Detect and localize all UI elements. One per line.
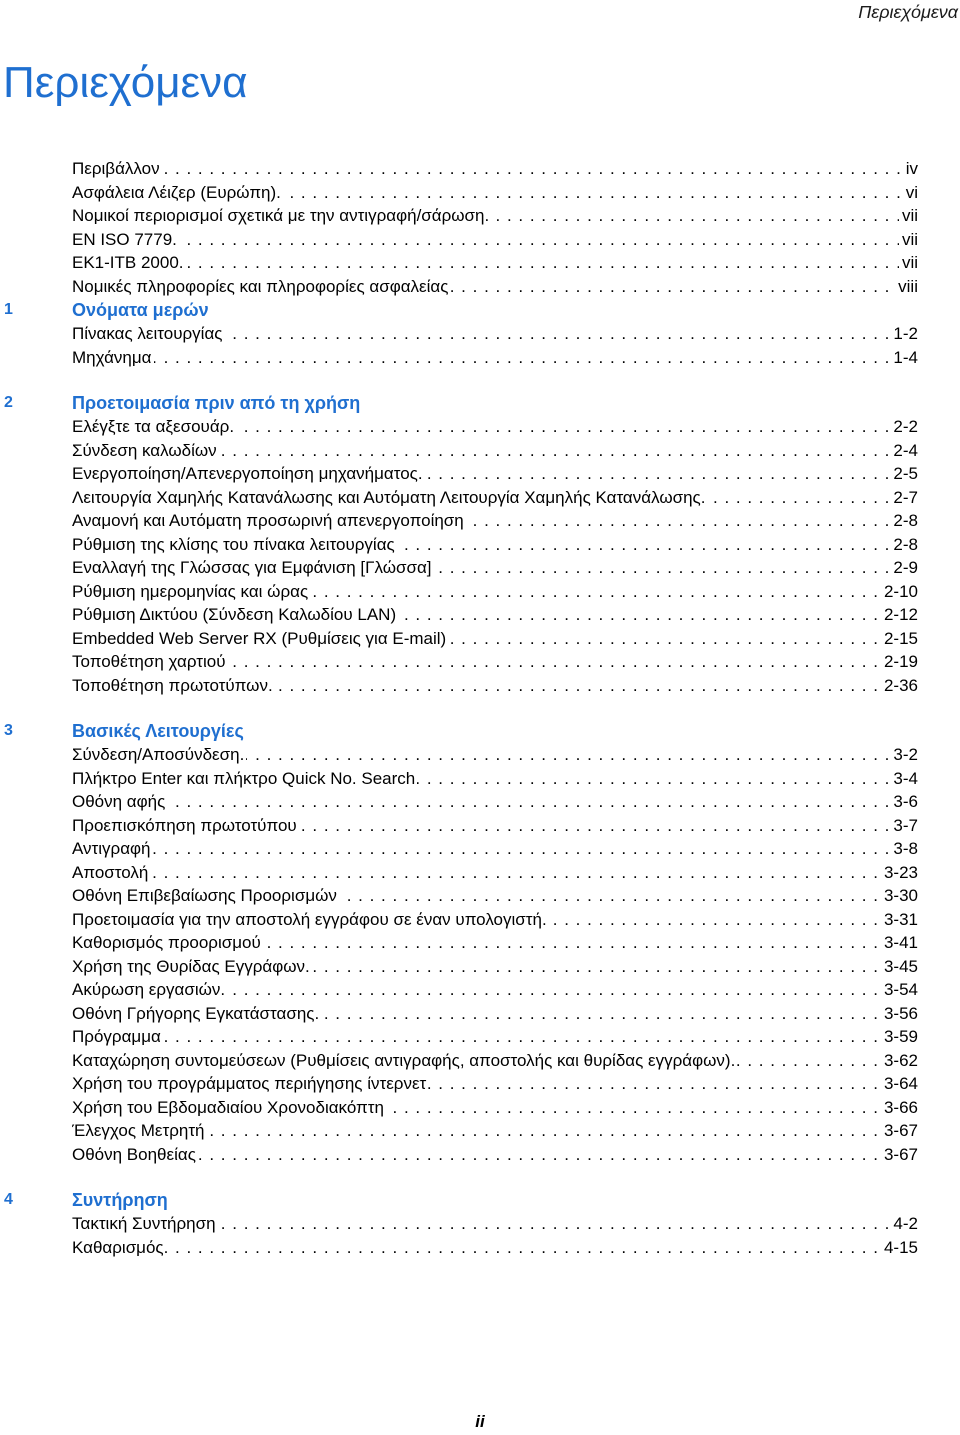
section-title: Βασικές Λειτουργίες <box>72 721 244 741</box>
toc-entry-page: 3-66 <box>881 1096 918 1120</box>
toc-entry-page: 2-15 <box>881 627 918 651</box>
toc-entry-page: 3-7 <box>890 814 918 838</box>
toc-entry-page: 1-4 <box>890 346 918 370</box>
toc-entry-page: 3-31 <box>881 908 918 932</box>
toc-entry-page: 3-54 <box>881 978 918 1002</box>
toc-entry-page: vii <box>899 204 918 228</box>
toc-entry[interactable] <box>72 509 918 533</box>
toc-entry[interactable] <box>72 556 918 580</box>
toc-entry-page: 4-15 <box>881 1236 918 1260</box>
toc-entry-page: 3-6 <box>890 790 918 814</box>
toc-entry-title: Καταχώρηση συντομεύσεων (Ρυθμίσεις αντιγραφής, αποστολής και θυρίδας εγγράφων). <box>72 1049 737 1073</box>
toc-entry-page: 2-4 <box>890 439 918 463</box>
toc-entry[interactable] <box>72 931 918 955</box>
toc-entry-page: 3-2 <box>890 743 918 767</box>
toc-entry[interactable] <box>72 181 918 205</box>
toc-entry-page: 2-8 <box>890 509 918 533</box>
toc-entry-page: 4-2 <box>890 1212 918 1236</box>
toc-entry[interactable] <box>72 580 918 604</box>
toc-entry[interactable] <box>72 1072 918 1096</box>
toc-entry[interactable] <box>72 1119 918 1143</box>
toc-entry[interactable] <box>72 275 918 299</box>
toc-entry-title: Έλεγχος Μετρητή <box>72 1119 207 1143</box>
toc-section <box>0 719 960 1166</box>
section-number: 4 <box>4 1191 13 1208</box>
toc-entry-title: Ρύθμιση ημερομηνίας και ώρας <box>72 580 310 604</box>
toc-entry[interactable] <box>72 204 918 228</box>
toc-entry-page: 2-12 <box>881 603 918 627</box>
toc-entry-title: EN ISO 7779. <box>72 228 179 252</box>
toc-entry-page: 3-64 <box>881 1072 918 1096</box>
toc-entry[interactable] <box>72 1049 918 1073</box>
toc-entry[interactable] <box>72 1025 918 1049</box>
toc-entry[interactable] <box>72 1212 918 1236</box>
sections-container <box>0 298 960 1259</box>
toc-entry-title: Εναλλαγή της Γλώσσας για Εμφάνιση [Γλώσσα] <box>72 556 434 580</box>
toc-entry-title: Αντιγραφή <box>72 837 153 861</box>
front-matter-list <box>0 157 960 298</box>
toc-entry-page: 3-59 <box>881 1025 918 1049</box>
toc-entry-title: Πλήκτρο Enter και πλήκτρο Quick No. Search <box>72 767 417 791</box>
toc-entry-page: vi <box>903 181 918 205</box>
toc-entry-title: Ρύθμιση Δικτύου (Σύνδεση Καλωδίου LAN) <box>72 603 398 627</box>
toc-entry-page: 3-23 <box>881 861 918 885</box>
running-head: Περιεχόμενα <box>858 2 958 22</box>
toc-entry-page: vii <box>899 251 918 275</box>
toc-entry-page: 2-36 <box>881 674 918 698</box>
toc-entry[interactable] <box>72 415 918 439</box>
toc-entry-title: Τοποθέτηση πρωτοτύπων. <box>72 674 275 698</box>
toc-entry-title: Περιβάλλον <box>72 157 162 181</box>
table-of-contents <box>0 157 960 1259</box>
toc-entry-page: 3-67 <box>881 1143 918 1167</box>
toc-entry-title: Τακτική Συντήρηση <box>72 1212 218 1236</box>
toc-entry-page: 2-19 <box>881 650 918 674</box>
toc-entry-page: 3-41 <box>881 931 918 955</box>
toc-entry[interactable] <box>72 1002 918 1026</box>
toc-entry[interactable] <box>72 533 918 557</box>
toc-entry-title: EK1-ITB 2000. <box>72 251 186 275</box>
toc-entry-title: Μηχάνημα <box>72 346 154 370</box>
toc-entry-title: Τοποθέτηση χαρτιού <box>72 650 228 674</box>
section-heading[interactable] <box>0 391 960 415</box>
toc-entry[interactable] <box>72 814 918 838</box>
toc-entry-page: 2-9 <box>890 556 918 580</box>
toc-entry[interactable] <box>72 767 918 791</box>
toc-entry-title: Νομικοί περιορισμοί σχετικά με την αντιγραφή/σάρωση. <box>72 204 491 228</box>
toc-entry[interactable] <box>72 322 918 346</box>
toc-entry[interactable] <box>72 790 918 814</box>
toc-entry-title: Προεπισκόπηση πρωτοτύπου <box>72 814 299 838</box>
toc-entry[interactable] <box>72 1143 918 1167</box>
toc-entry-title: Αποστολή <box>72 861 150 885</box>
toc-entry[interactable] <box>72 228 918 252</box>
toc-entry[interactable] <box>72 1236 918 1260</box>
section-heading[interactable] <box>0 719 960 743</box>
toc-entry[interactable] <box>72 486 918 510</box>
toc-entry-page: 3-30 <box>881 884 918 908</box>
toc-entry[interactable] <box>72 674 918 698</box>
toc-entry[interactable] <box>72 837 918 861</box>
toc-entry[interactable] <box>72 157 918 181</box>
section-number: 1 <box>4 301 13 318</box>
toc-entry-page: 2-7 <box>890 486 918 510</box>
page-title: Περιεχόμενα <box>3 58 248 107</box>
toc-entry-page: 3-8 <box>890 837 918 861</box>
toc-entry[interactable] <box>72 884 918 908</box>
toc-entry[interactable] <box>72 1096 918 1120</box>
section-number: 2 <box>4 394 13 411</box>
toc-entry[interactable] <box>72 955 918 979</box>
toc-entry-title: Ρύθμιση της κλίσης του πίνακα λειτουργίας <box>72 533 397 557</box>
section-heading[interactable] <box>0 298 960 322</box>
toc-entry[interactable] <box>72 650 918 674</box>
toc-entry-title: Σύνδεση/Αποσύνδεση. <box>72 743 246 767</box>
toc-entry[interactable] <box>72 627 918 651</box>
toc-entry[interactable] <box>72 743 918 767</box>
toc-section <box>0 391 960 697</box>
toc-entry[interactable] <box>72 439 918 463</box>
toc-entry[interactable] <box>72 861 918 885</box>
toc-entry-title: Χρήση του προγράμματος περιήγησης ίντερνετ <box>72 1072 428 1096</box>
toc-entry-title: Ελέγξτε τα αξεσουάρ. <box>72 415 236 439</box>
toc-entry-page: 3-4 <box>890 767 918 791</box>
toc-entry-title: Πρόγραμμα <box>72 1025 163 1049</box>
toc-entry-title: Αναμονή και Αυτόματη προσωρινή απενεργοποίηση <box>72 509 466 533</box>
toc-entry-title: Οθόνη αφής <box>72 790 167 814</box>
toc-entry-page: 3-45 <box>881 955 918 979</box>
toc-entry-title: Οθόνη Επιβεβαίωσης Προορισμών <box>72 884 339 908</box>
toc-entry-title: Ενεργοποίηση/Απενεργοποίηση μηχανήματος. <box>72 462 425 486</box>
toc-entry-page: 3-62 <box>881 1049 918 1073</box>
toc-entry-title: Χρήση της Θυρίδας Εγγράφων. <box>72 955 312 979</box>
section-heading[interactable] <box>0 1188 960 1212</box>
toc-entry-page: 2-2 <box>890 415 918 439</box>
toc-entry-title: Ασφάλεια Λέιζερ (Ευρώπη). <box>72 181 283 205</box>
page-number: ii <box>475 1412 485 1431</box>
toc-entry-title: Ακύρωση εργασιών. <box>72 978 227 1002</box>
toc-entry[interactable] <box>72 908 918 932</box>
toc-entry-title: Σύνδεση καλωδίων <box>72 439 219 463</box>
toc-entry-page: 2-10 <box>881 580 918 604</box>
toc-entry-title: Νομικές πληροφορίες και πληροφορίες ασφαλείας <box>72 275 450 299</box>
toc-entry-page: viii <box>895 275 918 299</box>
toc-section <box>0 1188 960 1259</box>
toc-entry-page: 2-8 <box>890 533 918 557</box>
toc-entry-page: 3-67 <box>881 1119 918 1143</box>
toc-entry[interactable] <box>72 978 918 1002</box>
toc-entry[interactable] <box>72 603 918 627</box>
toc-entry-page: 2-5 <box>890 462 918 486</box>
toc-entry-title: Λειτουργία Χαμηλής Κατανάλωσης και Αυτόματη Λειτουργία Χαμηλής Κατανάλωσης. <box>72 486 707 510</box>
toc-entry-title: Χρήση του Εβδομαδιαίου Χρονοδιακόπτη <box>72 1096 386 1120</box>
toc-entry-title: Προετοιμασία για την αποστολή εγγράφου σε έναν υπολογιστή. <box>72 908 549 932</box>
toc-entry[interactable] <box>72 251 918 275</box>
toc-entry-page: 3-56 <box>881 1002 918 1026</box>
toc-entry-title: Οθόνη Γρήγορης Εγκατάστασης. <box>72 1002 321 1026</box>
toc-entry-title: Πίνακας λειτουργίας <box>72 322 224 346</box>
toc-entry[interactable] <box>72 462 918 486</box>
section-title: Προετοιμασία πριν από τη χρήση <box>72 393 361 413</box>
section-title: Ονόματα μερών <box>72 300 209 320</box>
toc-section <box>0 298 960 369</box>
toc-entry-title: Embedded Web Server RX (Ρυθμίσεις για E-mail) <box>72 627 448 651</box>
toc-entry-title: Οθόνη Βοηθείας <box>72 1143 198 1167</box>
toc-entry-page: 1-2 <box>890 322 918 346</box>
toc-entry[interactable] <box>72 346 918 370</box>
toc-entry-title: Καθαρισμός. <box>72 1236 170 1260</box>
section-number: 3 <box>4 722 13 739</box>
toc-entry-page: iv <box>903 157 918 181</box>
section-title: Συντήρηση <box>72 1190 168 1210</box>
toc-entry-page: vii <box>899 228 918 252</box>
toc-entry-title: Καθορισμός προορισμού <box>72 931 263 955</box>
